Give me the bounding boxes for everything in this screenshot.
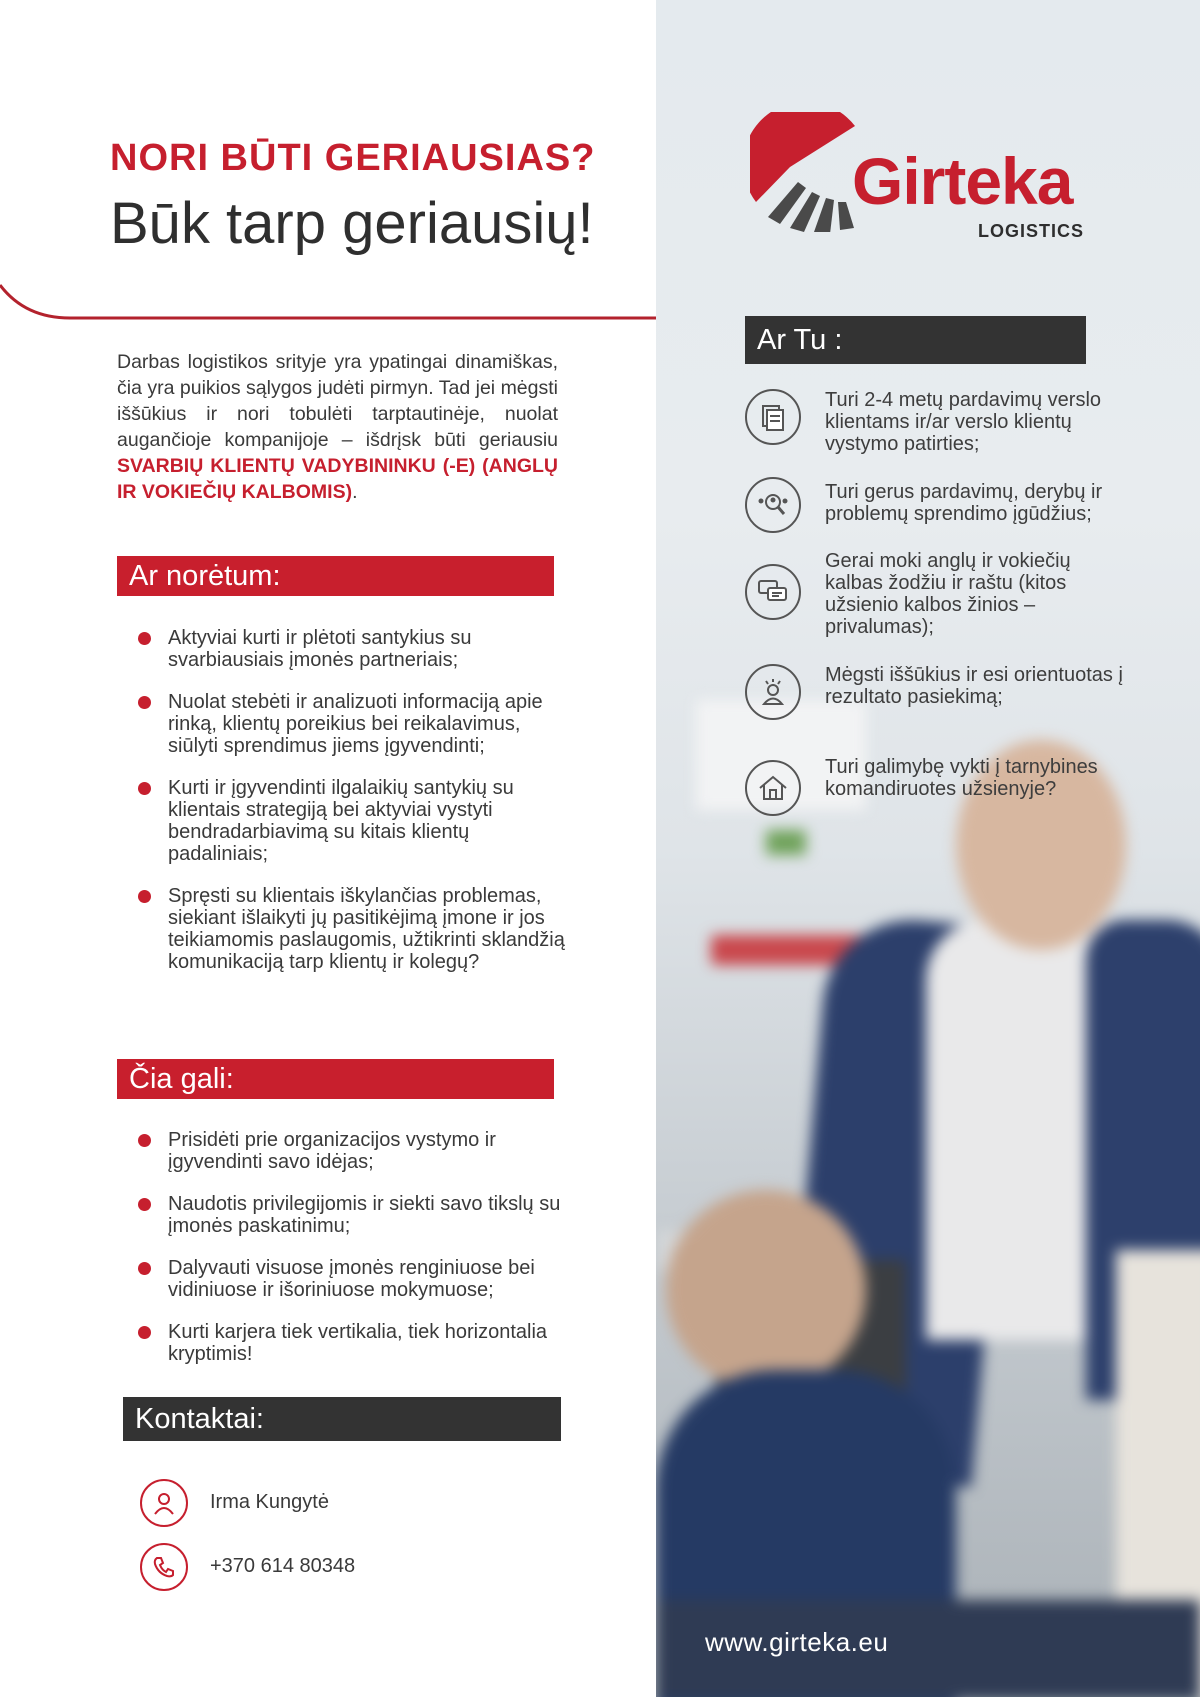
people-search-icon (745, 477, 801, 533)
list-item: Kurti ir įgyvendinti ilgalaikių santykių su klientais strategiją bei aktyviai vystyti bendradarbiavimą su kitais klientų padaliniais; (138, 777, 568, 865)
would-you-heading: Ar norėtum: (117, 556, 554, 596)
intro-text-before: Darbas logistikos srityje yra ypatingai dinamiškas, čia yra puikios sąlygos judėti pirmyn. Tad jei mėgsti iššūkius ir nori tobulėti tarptautinėje, nuolat augančioje kompanijoje – išdrįsk būti geriausiu (117, 351, 558, 451)
are-you-item-text: Gerai moki anglų ir vokiečių kalbas žodžiu ir raštu (kitos užsienio kalbos žinios – privalumas); (825, 550, 1071, 638)
are-you-item-text: Turi 2-4 metų pardavimų verslo klientams ir/ar verslo klientų vystymo patirties; (825, 389, 1102, 455)
contact-person (140, 1479, 540, 1527)
documents-icon (745, 389, 801, 445)
list-item: Nuolat stebėti ir analizuoti informaciją apie rinką, klientų poreikius bei reikalavimus, siūlyti sprendimus jiems įgyvendinti; (138, 691, 568, 757)
intro-text-after: . (352, 481, 358, 503)
logo-sub: LOGISTICS (978, 221, 1085, 241)
logo-brand: Girteka (852, 144, 1073, 218)
here-you-can-list (138, 1129, 568, 1365)
are-you-item-text: Turi gerus pardavimų, derybų ir problemų sprendimo įgūdžius; (825, 481, 1103, 525)
contacts-heading: Kontaktai: (123, 1397, 561, 1441)
are-you-item (745, 389, 1125, 455)
are-you-item (745, 550, 1125, 648)
phone-icon (140, 1543, 188, 1591)
position-title: SVARBIŲ KLIENTŲ VADYBININKU (-E) (ANGLŲ IR VOKIEČIŲ KALBOMIS) (117, 455, 558, 503)
contact-phone (140, 1543, 540, 1591)
photo-panel (656, 0, 1200, 1697)
would-you-list (138, 627, 568, 973)
here-you-can-heading: Čia gali: (117, 1059, 554, 1099)
list-item: Kurti karjera tiek vertikalia, tiek horizontalia kryptimis! (138, 1321, 568, 1365)
are-you-item (745, 664, 1125, 724)
home-icon (745, 760, 801, 816)
headline: Būk tarp geriausių! (110, 191, 594, 256)
website-url[interactable]: www.girteka.eu (705, 1627, 889, 1657)
list-item: Aktyviai kurti ir plėtoti santykius su svarbiausiais įmonės partneriais; (138, 627, 568, 671)
divider-curve (0, 270, 660, 326)
contact-name: Irma Kungytė (210, 1491, 329, 1513)
are-you-heading: Ar Tu : (745, 316, 1086, 364)
office-photo (656, 0, 1200, 1697)
logo-road-icon (750, 112, 860, 232)
are-you-item (745, 477, 1125, 537)
tagline: NORI BŪTI GERIAUSIAS? (110, 137, 596, 179)
list-item: Dalyvauti visuose įmonės renginiuose bei vidiniuose ir išoriniuose mokymuose; (138, 1257, 568, 1301)
contact-phone-number[interactable]: +370 614 80348 (210, 1555, 356, 1577)
list-item: Naudotis privilegijomis ir siekti savo tikslų su įmonės paskatinimu; (138, 1193, 568, 1237)
list-item: Prisidėti prie organizacijos vystymo ir įgyvendinti savo idėjas; (138, 1129, 568, 1173)
are-you-item-text: Turi galimybę vykti į tarnybines komandiruotes užsienyje? (825, 756, 1098, 800)
are-you-item (745, 756, 1125, 820)
are-you-item-text: Mėgsti iššūkius ir esi orientuotas į rezultato pasiekimą; (825, 664, 1123, 708)
person-icon (140, 1479, 188, 1527)
girteka-logo (750, 112, 1090, 252)
intro-paragraph (117, 349, 558, 505)
chat-icon (745, 564, 801, 620)
achiever-icon (745, 664, 801, 720)
list-item: Spręsti su klientais iškylančias problemas, siekiant išlaikyti jų pasitikėjimą įmone ir jos teikiamomis paslaugomis, užtikrinti sklandžią komunikaciją tarp klientų ir kolegų? (138, 885, 568, 973)
